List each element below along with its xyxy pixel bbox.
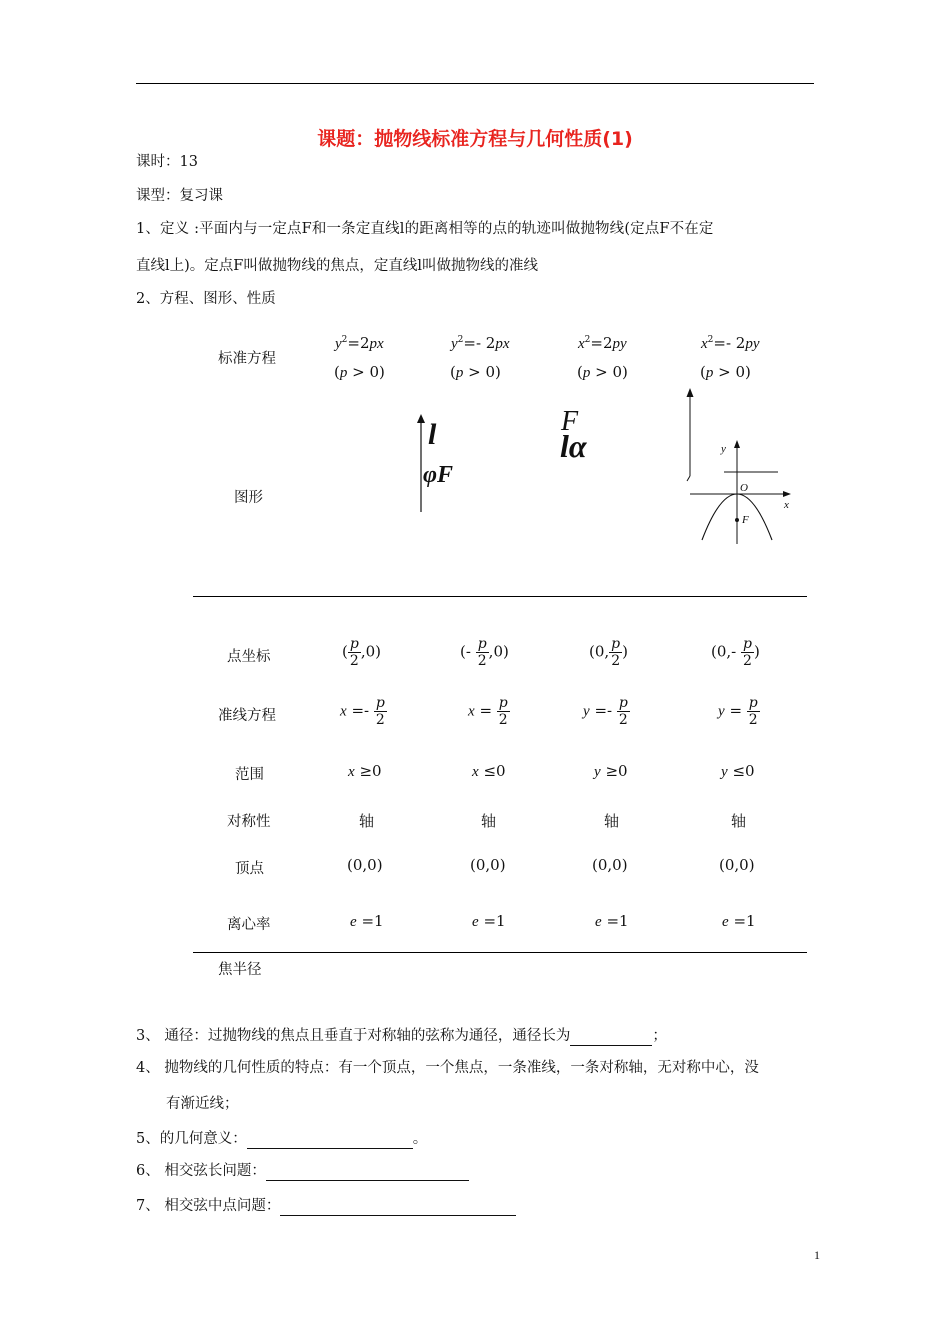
graph-1-glyph-f: φF xyxy=(423,462,454,488)
directrix-1: x =- $\frac{p}{2}$ xyxy=(340,695,385,728)
row-label-eccentricity: 离心率 xyxy=(227,917,271,933)
equation-2: $y^2=-$ 2px xyxy=(451,334,510,352)
graph-1-glyph-l: l xyxy=(428,418,437,451)
eccentricity-4: e =1 xyxy=(722,912,756,930)
row-label-vertex: 顶点 xyxy=(235,861,264,877)
page-number: 1 xyxy=(814,1248,820,1262)
range-3: y ≥0 xyxy=(594,762,628,780)
row-label-graph: 图形 xyxy=(234,490,263,506)
vertex-3: (0,0) xyxy=(592,856,628,874)
row-label-range: 范围 xyxy=(235,767,264,783)
graph-4-label-x: x xyxy=(784,499,789,511)
graph-4-label-f: F xyxy=(742,514,749,526)
condition-1: (p > 0) xyxy=(334,363,385,381)
definition-line2: 直线l上)。定点F叫做抛物线的焦点，定直线l叫做抛物线的准线 xyxy=(136,258,538,274)
row-label-equation: 标准方程 xyxy=(218,351,276,367)
directrix-2: x = $\frac{p}{2}$ xyxy=(468,695,508,728)
focus-2: (- $\frac{p}{2}$ ,0) xyxy=(460,636,509,669)
row-label-directrix: 准线方程 xyxy=(218,708,276,724)
focus-3: (0, $\frac{p}{2}$ ) xyxy=(589,636,628,669)
item-7: 7、 相交弦中点问题： xyxy=(136,1196,516,1216)
range-1: x ≥0 xyxy=(348,762,382,780)
directrix-4: y = $\frac{p}{2}$ xyxy=(718,695,758,728)
definition-line1: 1、定义 :平面内与一定点F和一条定直线l的距离相等的点的轨迹叫做抛物线(定点F不在定 xyxy=(136,221,714,237)
graph-2-glyph-l-alpha: lα xyxy=(560,428,587,464)
table-top-rule xyxy=(193,596,807,597)
item-4-line2: 有渐近线； xyxy=(166,1096,239,1112)
item-4-line1: 4、 抛物线的几何性质的特点：有一个顶点，一个焦点，一条准线，一条对称轴，无对称中心，没 xyxy=(136,1060,759,1076)
item-6-blank[interactable] xyxy=(266,1162,469,1181)
vertex-1: (0,0) xyxy=(347,856,383,874)
item-7-blank[interactable] xyxy=(280,1197,516,1216)
graph-4-label-o: O xyxy=(740,482,748,494)
item-6: 6、 相交弦长问题： xyxy=(136,1161,469,1181)
item-5-blank[interactable] xyxy=(247,1130,413,1149)
vertex-2: (0,0) xyxy=(470,856,506,874)
graph-4-label-y: y xyxy=(721,443,726,455)
row-label-symmetry: 对称性 xyxy=(227,814,271,830)
item-3: 3、 通径：过抛物线的焦点且垂直于对称轴的弦称为通径，通径长为 ； xyxy=(136,1028,667,1044)
eccentricity-1: e =1 xyxy=(350,912,384,930)
graph-4-parabola-figure xyxy=(680,384,800,546)
directrix-3: y =- $\frac{p}{2}$ xyxy=(583,695,628,728)
focus-1: ( $\frac{p}{2}$ ,0) xyxy=(342,636,381,669)
lesson-type: 课型：复习课 xyxy=(136,188,223,204)
item-3-blank[interactable] xyxy=(570,1027,652,1046)
equation-1: $y^2=2px$ xyxy=(335,334,384,352)
eccentricity-3: e =1 xyxy=(595,912,629,930)
condition-3: (p > 0) xyxy=(577,363,628,381)
symmetry-2: 轴 xyxy=(481,812,497,830)
row-label-focal-radius: 焦半径 xyxy=(218,962,262,978)
condition-4: (p > 0) xyxy=(700,363,751,381)
table-bottom-rule xyxy=(193,952,807,953)
symmetry-4: 轴 xyxy=(731,812,747,830)
lesson-hours: 课时：13 xyxy=(136,154,198,170)
symmetry-1: 轴 xyxy=(359,812,375,830)
header-rule xyxy=(136,83,814,84)
row-label-focus: 点坐标 xyxy=(227,649,271,665)
vertex-4: (0,0) xyxy=(719,856,755,874)
focus-4: (0,- $\frac{p}{2}$ ) xyxy=(711,636,760,669)
equation-4: $x^2=-$ 2py xyxy=(701,334,760,352)
condition-2: (p > 0) xyxy=(450,363,501,381)
section2-heading: 2、方程、图形、性质 xyxy=(136,291,276,307)
range-2: x ≤0 xyxy=(472,762,506,780)
graph-2-glyph-f: F xyxy=(561,406,579,437)
symmetry-3: 轴 xyxy=(604,812,620,830)
equation-3: $x^2=2py$ xyxy=(578,334,627,352)
eccentricity-2: e =1 xyxy=(472,912,506,930)
range-4: y ≤0 xyxy=(721,762,755,780)
page-title: 课题：抛物线标准方程与几何性质(1) xyxy=(317,128,633,150)
item-5: 5、的几何意义： 。 xyxy=(136,1131,428,1147)
